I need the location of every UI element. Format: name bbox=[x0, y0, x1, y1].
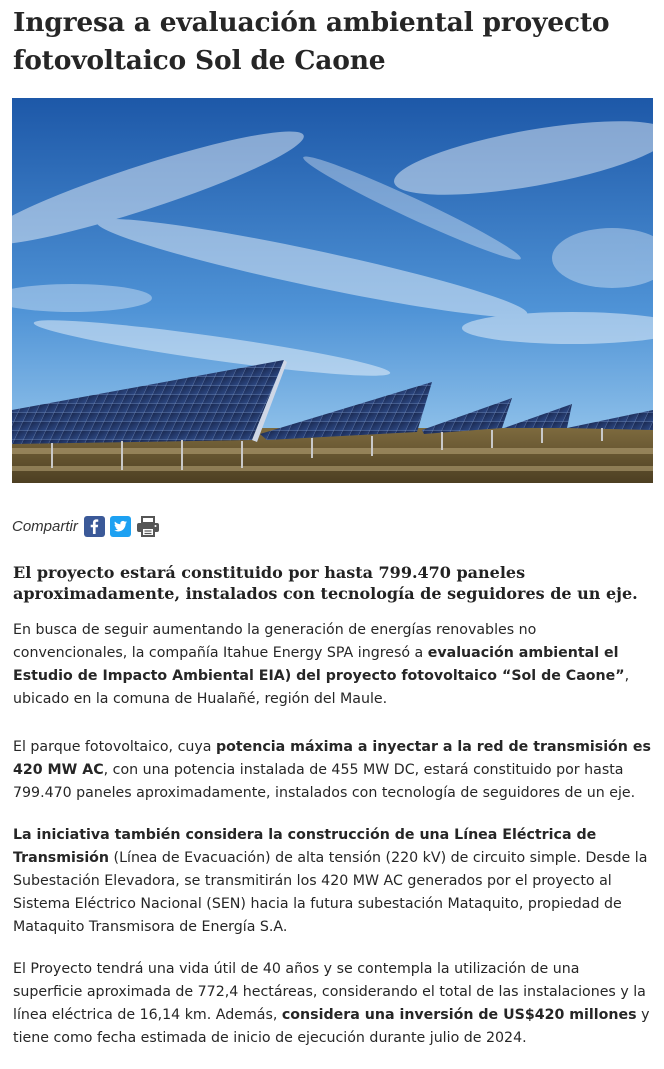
text-run: El parque fotovoltaico, cuya bbox=[13, 739, 216, 755]
hero-image bbox=[12, 98, 653, 483]
text-run: y tiene como fecha estimada de inicio de ejecución durante julio de 2024. bbox=[13, 1007, 650, 1046]
article-body bbox=[13, 619, 653, 1069]
share-label: Compartir bbox=[12, 517, 78, 535]
solar-field-photo bbox=[12, 98, 653, 483]
facebook-icon[interactable] bbox=[84, 516, 105, 537]
share-bar bbox=[12, 514, 162, 538]
text-run-bold: considera una inversión de US$420 millones bbox=[281, 1007, 637, 1023]
text-run: (Línea de Evacuación) de alta tensión (220 kV) de circuito simple. Desde la Subestación Elevadora, se transmitirán los 420 MW AC generados por el proyecto al Sistema Eléctrico Nacional (SEN) hacia la futura subestación Mataquito, propiedad de Mataquito Transmisora de Energía S.A. bbox=[13, 850, 648, 935]
text-run-bold: La iniciativa también considera la construcción de una Línea Eléctrica de Transmisión bbox=[13, 827, 597, 866]
article-lead: El proyecto estará constituido por hasta 799.470 paneles aproximadamente, instalados con tecnología de seguidores de un eje. bbox=[13, 563, 638, 603]
text-run: El Proyecto tendrá una vida útil de 40 años y se contempla la utilización de una superficie aproximada de 772,4 hectáreas, considerando el total de las instalaciones y la línea eléctrica de 16,14 km. Además, bbox=[13, 961, 646, 1023]
text-run: En busca de seguir aumentando la generación de energías renovables no convencionales, la compañía Itahue Energy SPA ingresó a bbox=[13, 622, 537, 661]
paragraph bbox=[13, 619, 653, 711]
twitter-icon[interactable] bbox=[110, 516, 131, 537]
paragraph bbox=[13, 736, 653, 805]
text-run: , con una potencia instalada de 455 MW DC, estará constituido por hasta 799.470 paneles aproximadamente, instalados con tecnología de seguidores de un eje. bbox=[13, 762, 636, 801]
paragraph bbox=[13, 958, 653, 1050]
page-title: Ingresa a evaluación ambiental proyecto fotovoltaico Sol de Caone bbox=[13, 7, 610, 76]
text-run-bold: potencia máxima a inyectar a la red de transmisión es 420 MW AC bbox=[13, 739, 651, 778]
paragraph bbox=[13, 824, 653, 939]
text-run-bold: evaluación ambiental el Estudio de Impacto Ambiental EIA) del proyecto fotovoltaico “Sol de Caone” bbox=[13, 645, 625, 684]
text-run: , ubicado en la comuna de Hualañé, región del Maule. bbox=[13, 668, 630, 707]
print-icon[interactable] bbox=[136, 516, 157, 537]
